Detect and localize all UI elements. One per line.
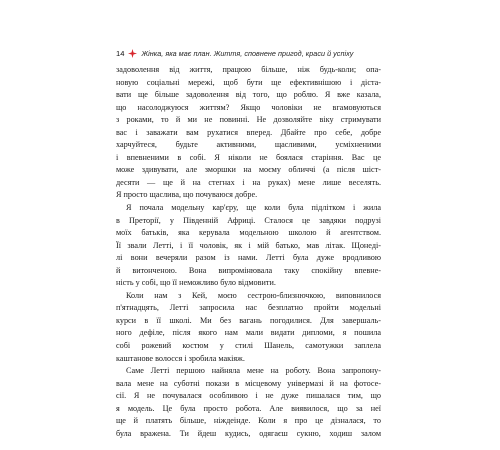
text-line: Саме Летті першою найняла мене на роботу. Вона запропону- xyxy=(126,366,381,376)
running-title: Жінка, яка має план. Життя, сповнене пригод, краси й успіху xyxy=(141,48,354,58)
text-line: була вражена. Ти йдеш кудись, одягаєш сукню, ходиш залом xyxy=(116,428,381,438)
text-line: вати ще більше задоволення від того, що роблю. Я вже казала, xyxy=(116,90,381,100)
text-line: курси в її школі. Ми без вагань погодилися. Для завершаль- xyxy=(116,315,381,325)
text-line: з роками, то й ми не повинні. Не дозволяйте віку стримувати xyxy=(116,115,381,125)
text-line: сії. Я не почувалася особливою і не дуже пишалася тим, що xyxy=(116,391,381,401)
running-header xyxy=(116,46,396,60)
text-line: я модель. Це була просто робота. Але виявилося, що за неї xyxy=(116,403,381,413)
text-line: може здивувати, але зморшки на моєму обличчі (а після шіст- xyxy=(116,165,381,175)
text-line: ність у собі, що її неможливо було відмовити. xyxy=(116,278,276,288)
text-line: Я просто щаслива, що почуваюся добре. xyxy=(116,190,258,200)
text-line: ного дефіле, після якого нам мали видати дипломи, я пошила xyxy=(116,328,381,338)
text-line: вас і заважати вам рухатися вперед. Дбайте про себе, добре xyxy=(116,127,381,137)
text-line: задоволення від життя, працюю більше, ніж будь-коли; опа- xyxy=(116,65,381,74)
text-line: Коли нам з Кей, моєю сестрою-близнючкою, виповнилося xyxy=(126,290,381,300)
text-line: в Преторії, у Південній Африці. Сталося це завдяки подрузі xyxy=(116,215,381,225)
text-line: Її звали Летті, і її чоловік, як і мій батько, мав літак. Щонеді- xyxy=(116,240,381,250)
text-line: новую соціальні мережі, щоб бути ще ефективнішою і діста- xyxy=(116,77,381,87)
text-line: Я почала модельну кар'єру, ще коли була підлітком і жила xyxy=(126,203,381,213)
text-line: собі рожевий костюм у стилі Шанель, самотужки заплела xyxy=(116,341,381,351)
text-line: п'ятнадцять, Летті запросила нас безплатно пройти модельні xyxy=(116,303,381,313)
text-line: і впевненими в собі. Я ніколи не боялася старіння. Вас це xyxy=(116,152,381,162)
text-line: й витонченою. Вона випромінювала таку спокійну впевне- xyxy=(116,265,381,275)
text-line: каштанове волосся і зробила макіяж. xyxy=(116,353,245,363)
text-line: вала мене на суботні покази в місцевому універмазі й на фотосе- xyxy=(116,378,381,388)
text-line: ще й платять більше, ніждеінде. Коли я про це дізналася, то xyxy=(116,416,381,426)
body-text xyxy=(116,64,381,440)
text-line: моїх батьків, яка керувала модельною школою й агентством. xyxy=(116,228,381,238)
text-line: лі вони вечеряли разом із нами. Летті була дуже вродливою xyxy=(116,253,381,263)
text-line: харчуйтеся, будьте активними, щасливими, усміхненими xyxy=(116,140,381,150)
text-line: що насолоджуюся життям? Якщо чоловіки не вгамовуються xyxy=(116,102,381,112)
text-line: десяти — ще й на стегнах і на руках) мене лише веселять. xyxy=(116,177,381,187)
page-number: 14 xyxy=(116,48,125,58)
cross-icon xyxy=(128,49,137,58)
